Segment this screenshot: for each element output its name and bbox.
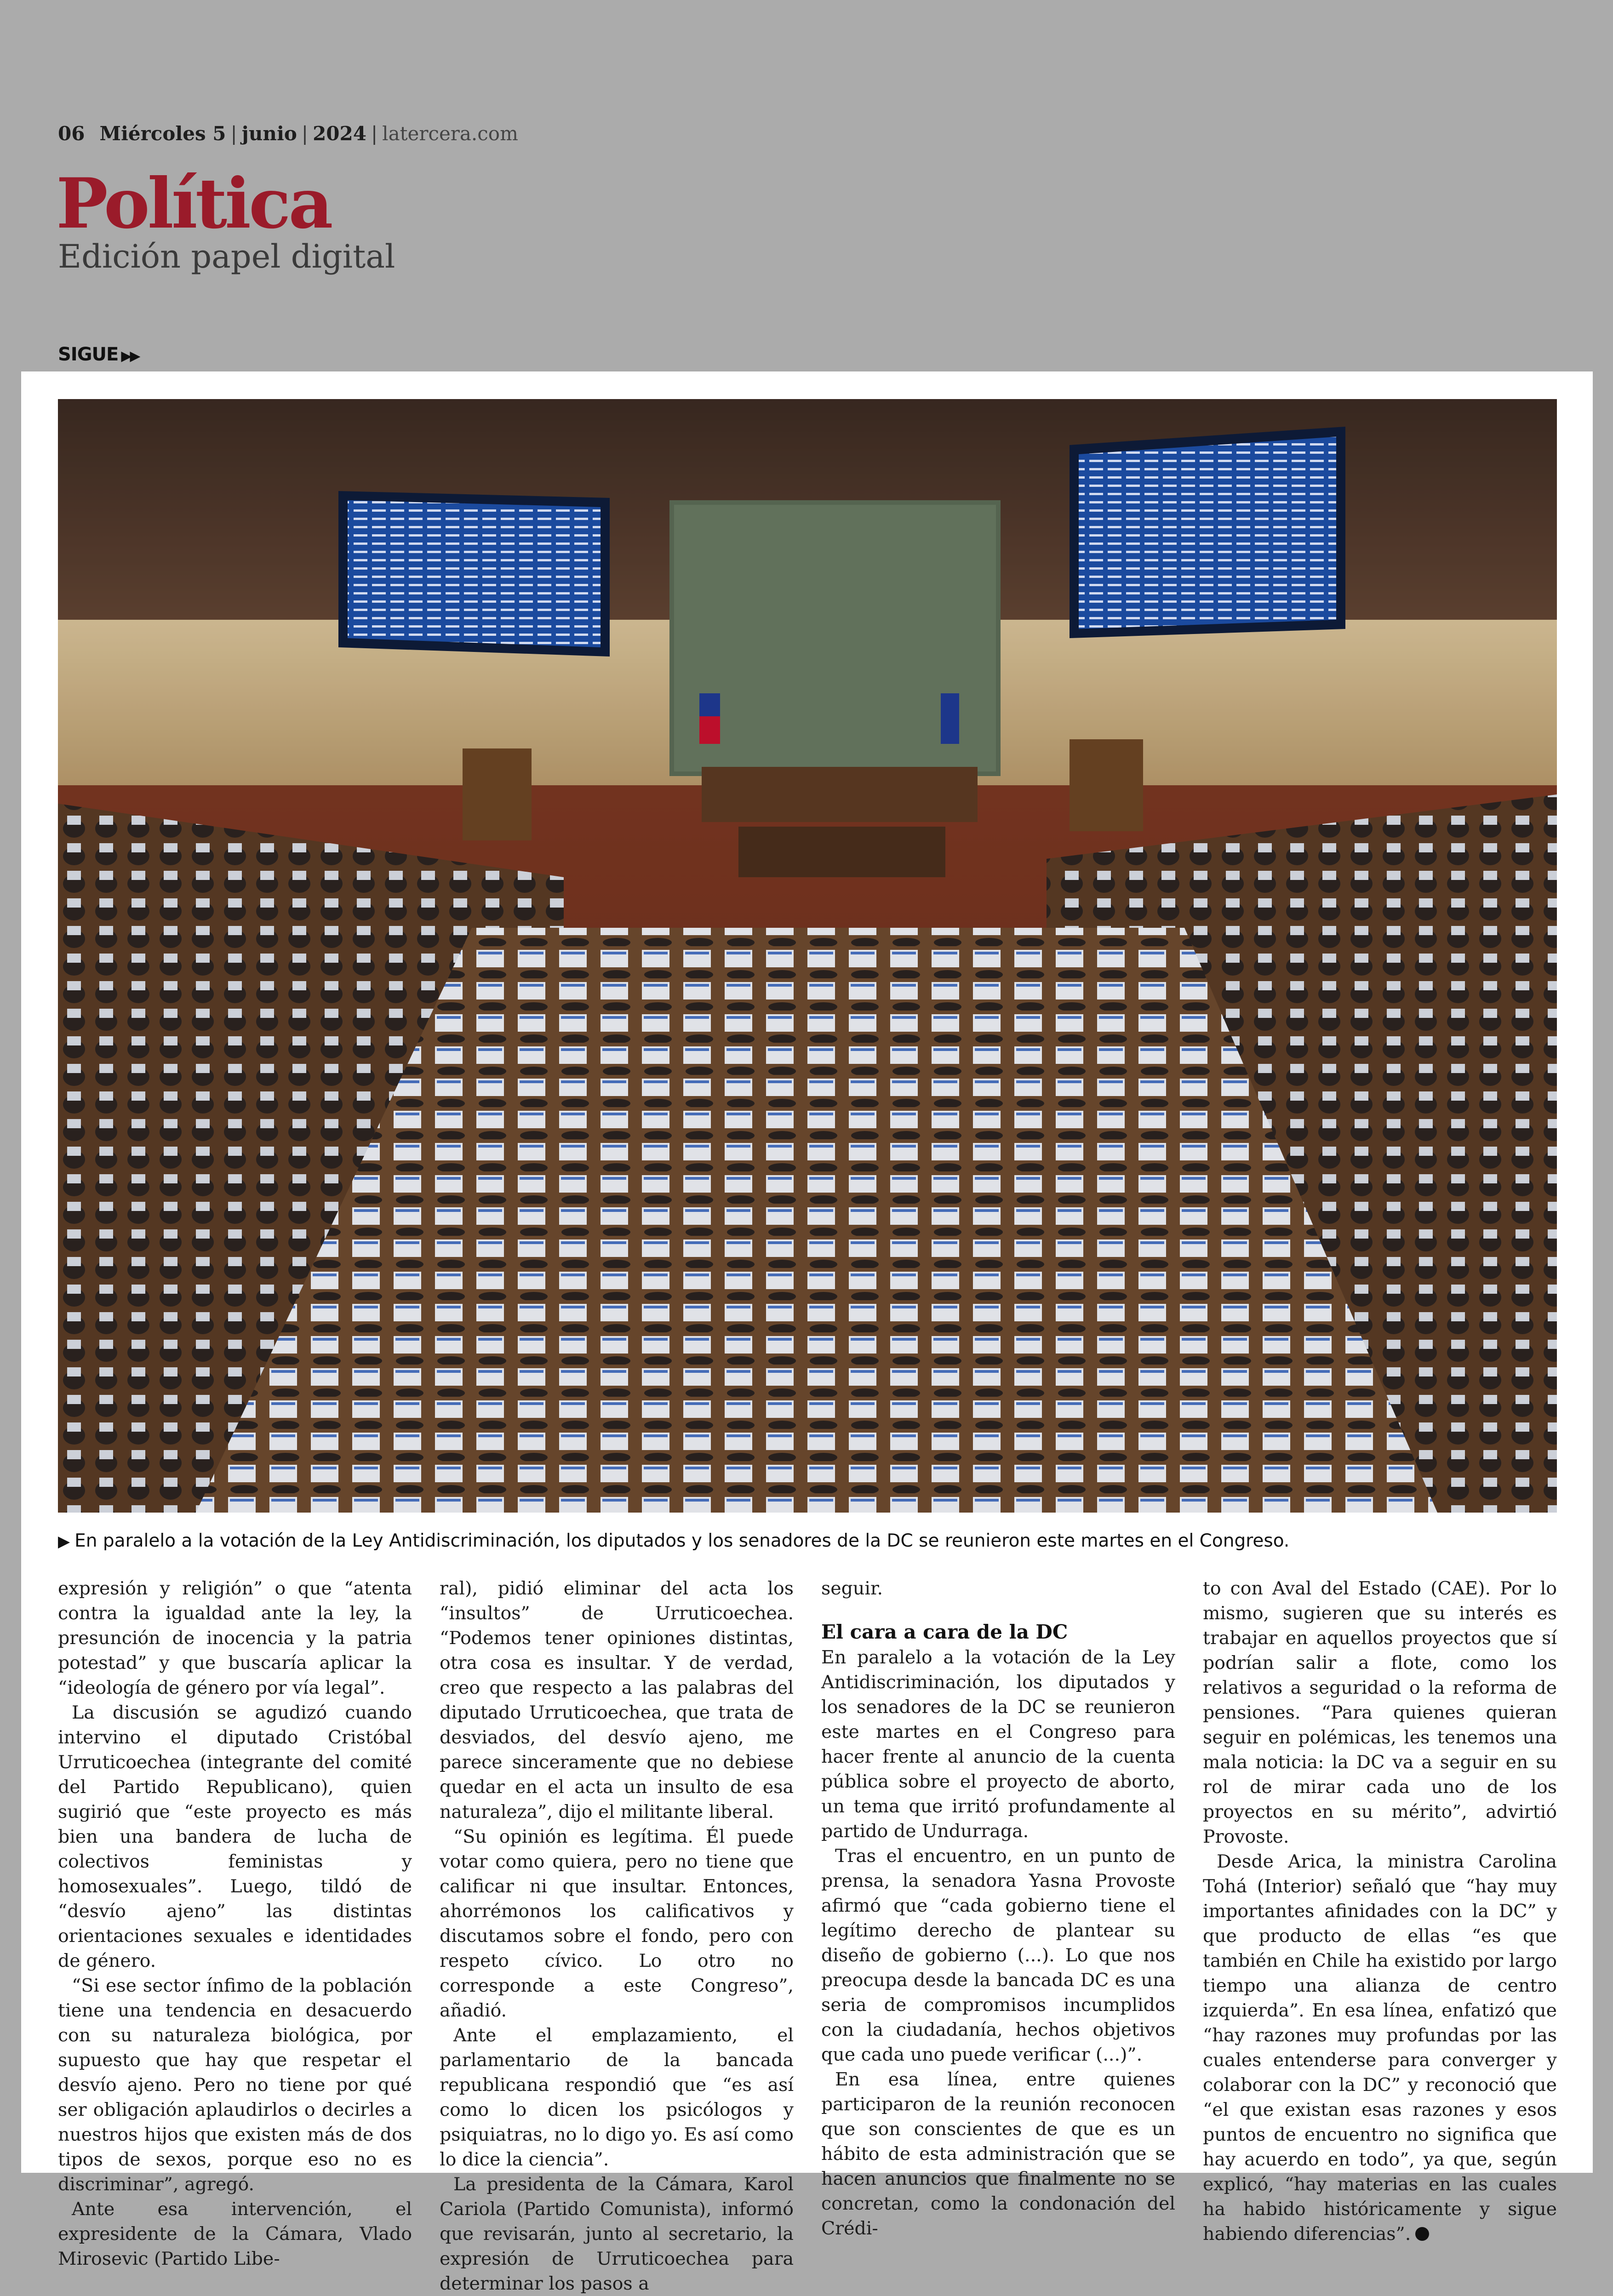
continue-label — [58, 344, 138, 365]
section-title: Política — [56, 163, 331, 244]
article-column-1 — [58, 1576, 412, 2269]
end-of-article-dot-icon — [1415, 2227, 1429, 2241]
date-year: 2024 — [313, 122, 366, 145]
dateline — [58, 122, 518, 145]
date-month: junio — [241, 122, 297, 145]
paragraph: seguir. — [821, 1578, 883, 1599]
site-name: latercera.com — [382, 122, 518, 145]
dateline-separator: | — [230, 122, 237, 145]
paragraph-text: Desde Arica, la ministra Carolina Tohá (Interior) señaló que “hay muy importantes afinidades con la DC” y que producto de ellas “es que también en Chile ha existido por largo tiempo una alianza de centro izquierda”. En esa línea, enfatizó que “hay razones muy profundas por las cuales entenderse para converger y colaborar con la DC” y reconoció que “el que existan esas razones y esos puntos de encuentro no significa que hay acuerdo en todo”, ya que, según explicó, “hay materias en las cuales ha habido históricamente y sigue habiendo diferencias”. — [1203, 1851, 1557, 2245]
edition-subtitle: Edición papel digital — [58, 238, 395, 275]
paragraph: expresión y religión” o que “atenta contra la igualdad ante la ley, la presunción de inocencia y la patria potestad” y que buscaría aplicar la “ideología de género por vía legal”. — [58, 1578, 412, 1698]
double-play-arrow-icon: ▶▶ — [121, 348, 139, 364]
paragraph-last — [1203, 1849, 1557, 2246]
page-number: 06 — [58, 122, 85, 145]
paragraph: La presidenta de la Cámara, Karol Cariola (Partido Comunista), informó que revisarán, junto al secretario, la expresión de Urruticoechea para determinar los pasos a — [440, 2174, 794, 2294]
paragraph: “Su opinión es legítima. Él puede votar como quiera, pero no tiene que calificar ni que insultar. Entonces, ahorrémonos los calificativos y discutamos sobre el fondo, pero con respeto cívico. Lo otro no corresponde a este Congreso”, añadió. — [440, 1826, 794, 2021]
paragraph: to con Aval del Estado (CAE). Por lo mismo, sugieren que su interés es trabajar en aquellos proyectos que sí podrían salir a flote, como los relativos a seguridad o la reforma de pensiones. “Para quienes quieran seguir en polémicas, les tenemos una mala noticia: la DC va a seguir en su rol de mirar cada uno de los proyectos en su mérito”, advirtió Provoste. — [1203, 1578, 1557, 1847]
paragraph: En esa línea, entre quienes participaron de la reunión reconocen que son conscientes de que es un hábito de esta administración que se hacen anuncios que finalmente no se concretan, como la condonación del Crédi- — [821, 2069, 1175, 2239]
caption-text: En paralelo a la votación de la Ley Antidiscriminación, los diputados y los senadores de la DC se reunieron este martes en el Congreso. — [74, 1531, 1290, 1551]
paragraph: En paralelo a la votación de la Ley Antidiscriminación, los diputados y los senadores de la DC se reunieron este martes en el Congreso para hacer frente al anuncio de la cuenta pública sobre el proyecto de aborto, un tema que irritó profundamente al partido de Undurraga. — [821, 1647, 1175, 1842]
paragraph: Ante esa intervención, el expresidente de la Cámara, Vlado Mirosevic (Partido Libe- — [58, 2199, 412, 2269]
photo-caption — [58, 1530, 1557, 1553]
dateline-separator: | — [301, 122, 309, 145]
article-column-4 — [1203, 1576, 1557, 2245]
dateline-separator: | — [371, 122, 378, 145]
page-panel — [21, 371, 1593, 2294]
play-arrow-icon: ▶ — [58, 1532, 70, 1551]
subheading: El cara a cara de la DC — [821, 1621, 1068, 1643]
article-column-3 — [821, 1576, 1175, 2239]
paragraph: “Si ese sector ínfimo de la población tiene una tendencia en desacuerdo con su naturaleza biológica, por supuesto que hay que respetar el desvío ajeno. Pero no tiene por qué ser obligación aplaudirlos o decirles a nuestros hijos que existen más de dos tipos de sexos, porque eso no es discriminar”, agregó. — [58, 1975, 412, 2195]
article-column-2 — [440, 1576, 794, 2294]
paragraph: Ante el emplazamiento, el parlamentario de la bancada republicana respondió que “es así como lo dicen los psicólogos y psiquiatras, no lo digo yo. Es así como lo dice la ciencia”. — [440, 2025, 794, 2170]
continue-text: SIGUE — [58, 344, 119, 365]
photo-illustration — [58, 399, 1557, 1513]
parliament-chamber-photo — [58, 399, 1557, 1513]
paragraph: ral), pidió eliminar del acta los “insultos” de Urruticoechea. “Podemos tener opiniones distintas, otra cosa es insultar. Y de verdad, creo que respecto a las palabras del diputado Urruticoechea, que trata de desviados, del desvío ajeno, me parece sinceramente que no debiese quedar en el acta un insulto de esa naturaleza”, dijo el militante liberal. — [440, 1578, 794, 1822]
paragraph: Tras el encuentro, en un punto de prensa, la senadora Yasna Provoste afirmó que “cada gobierno tiene el legítimo derecho de plantear su diseño de gobierno (...). Lo que nos preocupa desde la bancada DC es una seria de compromisos incumplidos con la ciudadanía, hechos objetivos que cada uno puede verificar (...)”. — [821, 1845, 1175, 2065]
article-body — [58, 1576, 1557, 2294]
paragraph: La discusión se agudizó cuando intervino el diputado Cristóbal Urruticoechea (integrante del comité del Partido Republicano), quien sugirió que “este proyecto es más bien una bandera de lucha de colectivos feministas y homosexuales”. Luego, tildó de “desvío ajeno” las distintas orientaciones sexuales e identidades de género. — [58, 1702, 412, 1971]
date-weekday-day: Miércoles 5 — [99, 122, 226, 145]
